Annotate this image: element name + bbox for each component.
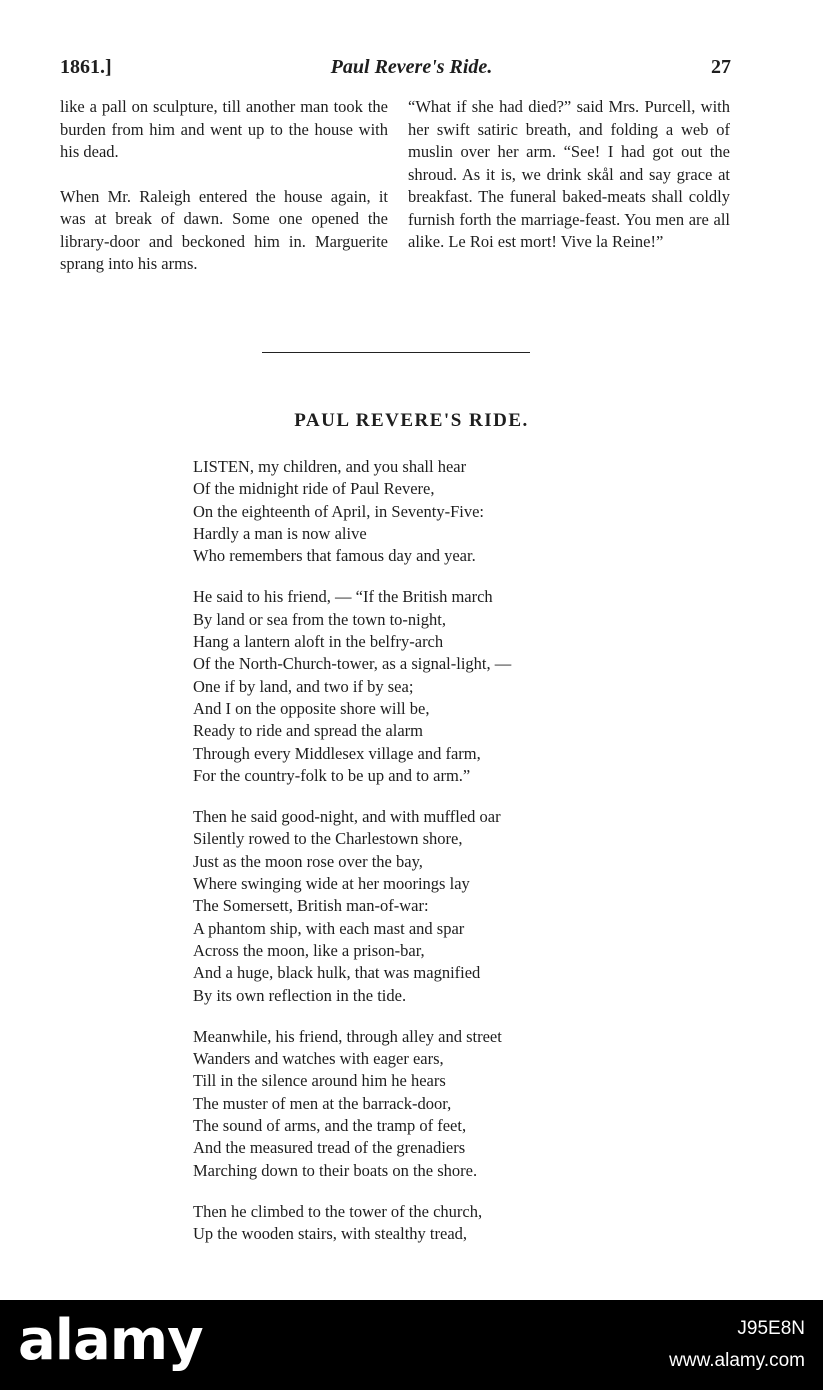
- verse-line: And the measured tread of the grenadiers: [193, 1138, 466, 1158]
- left-paragraph-2: When Mr. Raleigh entered the house again, it was at break of dawn. Some one opened the library-door and beckoned him in. Marguerite sprang into his arms.: [60, 186, 388, 273]
- page-number: 27: [711, 56, 731, 78]
- stanza-3: [193, 806, 511, 1007]
- left-paragraph-1: like a pall on sculpture, till another man took the burden from him and went up to the house with his dead.: [60, 97, 388, 161]
- verse-line: Hang a lantern aloft in the belfry-arch: [193, 632, 444, 652]
- verse-line: Silently rowed to the Charlestown shore,: [193, 829, 463, 849]
- left-column: [60, 96, 388, 276]
- verse-line: Hardly a man is now alive: [193, 523, 367, 543]
- verse-line: He said to his friend, — “If the British march: [193, 587, 493, 607]
- verse-line: Marching down to their boats on the shore.: [193, 1160, 478, 1180]
- site-url: www.alamy.com: [669, 1350, 805, 1371]
- stanza-1: [193, 456, 511, 567]
- verse-line: By its own reflection in the tide.: [193, 985, 407, 1005]
- verse-line: Across the moon, like a prison-bar,: [193, 940, 425, 960]
- header-year: 1861.]: [60, 56, 112, 78]
- verse-line: Who remembers that famous day and year.: [193, 546, 476, 566]
- verse-line: Of the midnight ride of Paul Revere,: [193, 479, 435, 499]
- verse-line: Where swinging wide at her moorings lay: [193, 874, 470, 894]
- verse-line: Through every Middlesex village and farm,: [193, 743, 481, 763]
- verse-line: For the country-folk to be up and to arm.”: [193, 765, 471, 785]
- verse-line: The sound of arms, and the tramp of feet,: [193, 1116, 467, 1136]
- verse-line: By land or sea from the town to-night,: [193, 609, 446, 629]
- image-id: J95E8N: [737, 1318, 805, 1339]
- poem-body: [193, 456, 511, 1265]
- verse-line: One if by land, and two if by sea;: [193, 676, 414, 696]
- verse-line: On the eighteenth of April, in Seventy-Five:: [193, 501, 484, 521]
- verse-line: Then he said good-night, and with muffled oar: [193, 807, 501, 827]
- verse-line: Up the wooden stairs, with stealthy tread,: [193, 1224, 468, 1244]
- brand-logo: alamy: [18, 1308, 203, 1373]
- verse-line: The Somersett, British man-of-war:: [193, 896, 429, 916]
- watermark-banner: [0, 1300, 823, 1390]
- verse-line: LISTEN, my children, and you shall hear: [193, 457, 467, 476]
- verse-line: Then he climbed to the tower of the church,: [193, 1201, 483, 1221]
- verse-line: Just as the moon rose over the bay,: [193, 851, 423, 871]
- verse-line: Ready to ride and spread the alarm: [193, 721, 423, 741]
- running-title: Paul Revere's Ride.: [330, 56, 493, 78]
- verse-line: Of the North-Church-tower, as a signal-light, —: [193, 654, 512, 674]
- right-column: [408, 96, 730, 254]
- stanza-4: [193, 1026, 511, 1182]
- verse-line: Wanders and watches with eager ears,: [193, 1049, 444, 1069]
- verse-line: And I on the opposite shore will be,: [193, 698, 430, 718]
- verse-line: Meanwhile, his friend, through alley and street: [193, 1026, 502, 1046]
- verse-line: The muster of men at the barrack-door,: [193, 1093, 452, 1113]
- stanza-2: [193, 586, 511, 787]
- verse-line: Till in the silence around him he hears: [193, 1071, 446, 1091]
- verse-line: A phantom ship, with each mast and spar: [193, 918, 465, 938]
- stanza-5: [193, 1201, 511, 1246]
- section-divider: [262, 352, 530, 353]
- verse-line: And a huge, black hulk, that was magnified: [193, 963, 481, 983]
- poem-title: PAUL REVERE'S RIDE.: [294, 410, 529, 431]
- right-paragraph: “What if she had died?” said Mrs. Purcell, with her swift satiric breath, and folding a web of muslin over her arm. “See! I had got out the shroud. As it is, we drink skål and say grace at breakfast. The funeral baked-meats shall coldly furnish forth the marriage-feast. You men are all alike. Le Roi est mort! Vive la Reine!”: [408, 97, 730, 251]
